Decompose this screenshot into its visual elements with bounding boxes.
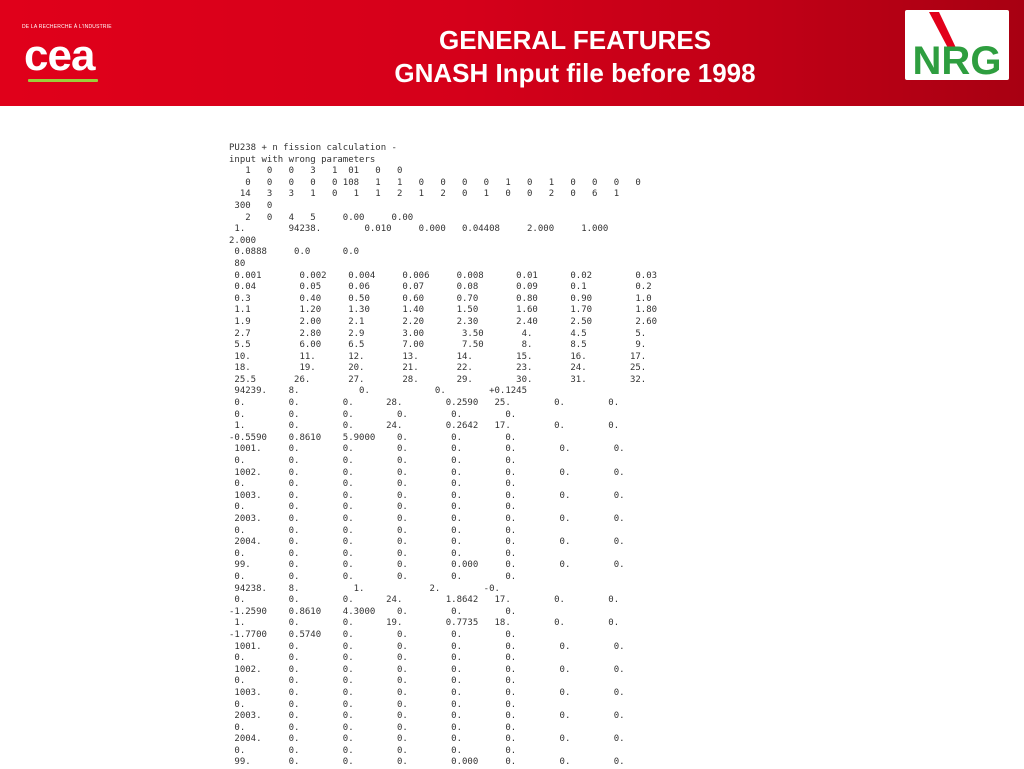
input-line: 2004. 0. 0. 0. 0. 0. 0. 0. bbox=[229, 734, 625, 745]
input-line: 0. 0. 0. 28. 0.2590 25. 0. 0. bbox=[229, 398, 620, 409]
input-line: 2004. 0. 0. 0. 0. 0. 0. 0. bbox=[229, 537, 625, 548]
input-line: 1. 94238. 0.010 0.000 0.04408 2.000 1.000 bbox=[229, 224, 609, 235]
input-line: 0. 0. 0. 0. 0. 0. bbox=[229, 456, 517, 467]
input-line: 0 0 0 0 0 108 1 1 0 0 0 0 1 0 1 0 0 0 0 bbox=[229, 177, 641, 188]
input-line: 0. 0. 0. 24. 1.8642 17. 0. 0. bbox=[229, 595, 620, 606]
input-line: 0. 0. 0. 0. 0. 0. bbox=[229, 676, 517, 687]
cea-wordmark: cea bbox=[24, 32, 95, 78]
cea-logo bbox=[22, 24, 112, 86]
input-line: 0. 0. 0. 0. 0. 0. bbox=[229, 722, 517, 733]
input-line: 1001. 0. 0. 0. 0. 0. 0. 0. bbox=[229, 641, 625, 652]
input-line: 25.5 26. 27. 28. 29. 30. 31. 32. bbox=[229, 374, 647, 385]
slide-title bbox=[300, 24, 850, 90]
input-line: 0. 0. 0. 0. 0. 0. bbox=[229, 699, 517, 710]
nrg-logo bbox=[905, 10, 1009, 80]
input-line: 0.3 0.40 0.50 0.60 0.70 0.80 0.90 1.0 bbox=[229, 293, 652, 304]
input-line: 2.000 bbox=[229, 235, 257, 246]
input-line: -1.2590 0.8610 4.3000 0. 0. 0. bbox=[229, 606, 517, 617]
input-line: 0. 0. 0. 0. 0. 0. bbox=[229, 571, 517, 582]
input-line: 0. 0. 0. 0. 0. 0. bbox=[229, 502, 517, 513]
slide-header bbox=[0, 0, 1024, 106]
input-line: 1003. 0. 0. 0. 0. 0. 0. 0. bbox=[229, 490, 625, 501]
input-line: 94239. 8. 0. 0. +0.1245 bbox=[229, 386, 528, 397]
input-line: 0. 0. 0. 0. 0. 0. bbox=[229, 548, 517, 559]
input-line: 10. 11. 12. 13. 14. 15. 16. 17. bbox=[229, 351, 647, 362]
input-line: 80 bbox=[229, 258, 246, 269]
input-line: 1.1 1.20 1.30 1.40 1.50 1.60 1.70 1.80 bbox=[229, 305, 658, 316]
cea-accent-bar bbox=[28, 79, 98, 82]
cea-wordmark-graphic bbox=[22, 32, 112, 78]
input-line: 0.0888 0.0 0.0 bbox=[229, 247, 360, 258]
input-line: 0. 0. 0. 0. 0. 0. bbox=[229, 479, 517, 490]
input-line: 2 0 4 5 0.00 0.00 bbox=[229, 212, 414, 223]
nrg-logo-text: NRG bbox=[912, 39, 1002, 80]
input-line: 1002. 0. 0. 0. 0. 0. 0. 0. bbox=[229, 467, 625, 478]
input-line: 1003. 0. 0. 0. 0. 0. 0. 0. bbox=[229, 687, 625, 698]
input-line: PU238 + n fission calculation - bbox=[229, 143, 397, 153]
input-line: 0.04 0.05 0.06 0.07 0.08 0.09 0.1 0.2 bbox=[229, 282, 652, 293]
input-line: 1. 0. 0. 19. 0.7735 18. 0. 0. bbox=[229, 618, 620, 629]
cea-tagline: DE LA RECHERCHE À L'INDUSTRIE bbox=[22, 24, 112, 30]
input-line: 5.5 6.00 6.5 7.00 7.50 8. 8.5 9. bbox=[229, 340, 647, 351]
input-line: 2.7 2.80 2.9 3.00 3.50 4. 4.5 5. bbox=[229, 328, 647, 339]
input-line: 94238. 8. 1. 2. -0. bbox=[229, 583, 500, 594]
input-line: 99. 0. 0. 0. 0.000 0. 0. 0. bbox=[229, 560, 625, 571]
input-line: 300 0 bbox=[229, 200, 273, 211]
input-line: 0.001 0.002 0.004 0.006 0.008 0.01 0.02 0.03 bbox=[229, 270, 658, 281]
input-line: 0. 0. 0. 0. 0. 0. bbox=[229, 745, 517, 756]
input-line: -0.5590 0.8610 5.9000 0. 0. 0. bbox=[229, 432, 517, 443]
input-line: input with wrong parameters bbox=[229, 154, 376, 165]
input-line: 1002. 0. 0. 0. 0. 0. 0. 0. bbox=[229, 664, 625, 675]
input-line: 0. 0. 0. 0. 0. 0. bbox=[229, 409, 517, 420]
input-line: -1.7700 0.5740 0. 0. 0. 0. bbox=[229, 629, 517, 640]
title-line-2: GNASH Input file before 1998 bbox=[394, 58, 756, 88]
gnash-input-listing bbox=[229, 143, 657, 769]
input-line: 0. 0. 0. 0. 0. 0. bbox=[229, 525, 517, 536]
input-line: 99. 0. 0. 0. 0.000 0. 0. 0. bbox=[229, 757, 625, 768]
input-line: 2003. 0. 0. 0. 0. 0. 0. 0. bbox=[229, 514, 625, 524]
input-line: 0. 0. 0. 0. 0. 0. bbox=[229, 653, 517, 664]
input-line: 18. 19. 20. 21. 22. 23. 24. 25. bbox=[229, 363, 647, 374]
input-line: 14 3 3 1 0 1 1 2 1 2 0 1 0 0 2 0 6 1 bbox=[229, 189, 620, 200]
input-line: 1. 0. 0. 24. 0.2642 17. 0. 0. bbox=[229, 421, 620, 432]
input-line: 2003. 0. 0. 0. 0. 0. 0. 0. bbox=[229, 711, 625, 722]
input-line: 1 0 0 3 1 01 0 0 bbox=[229, 166, 403, 177]
input-line: 1.9 2.00 2.1 2.20 2.30 2.40 2.50 2.60 bbox=[229, 316, 658, 327]
title-line-1: GENERAL FEATURES bbox=[438, 25, 712, 55]
input-line: 1001. 0. 0. 0. 0. 0. 0. 0. bbox=[229, 444, 625, 455]
